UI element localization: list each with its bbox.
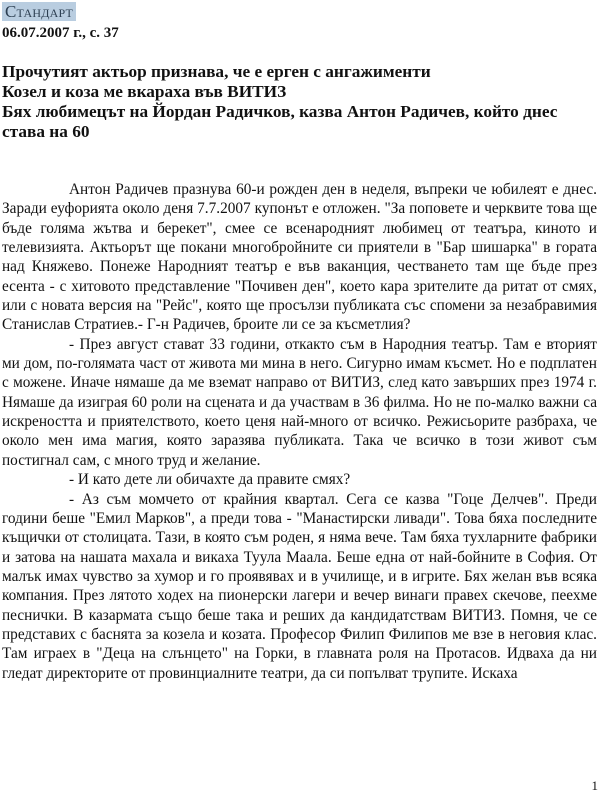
publication-date-page: 06.07.2007 г., с. 37	[2, 25, 119, 41]
page-number: 1	[591, 778, 598, 793]
article-paragraph-intro: Антон Радичев празнува 60-и рожден ден в неделя, въпреки че юбилеят е днес. Заради еуфорията около деня 7.7.2007 купонът е отложен. "За поповете и черквите това ще бъде голяма жътва и берекет", смее се всенародният любимец от театъра, киното и телевизията. Актьорът ще покани многобройните си приятели в "Бар шишарка" в гората над Княжево. Понеже Народният театър е във ваканция, честването там ще бъде през есента - с хитовото представление "Почивен ден", което кара зрителите да ритат от смях, или с новата версия на "Рейс", която ще просълзи публиката със спомени за незабравимия Станислав Стратиев.- Г-н Радичев, броите ли се за късметлия?	[2, 181, 597, 334]
publication-name: Стандарт	[2, 2, 76, 21]
article-body	[2, 180, 597, 683]
headline-subtitle: Бях любимецът на Йордан Радичков, казва Антон Радичев, който днес става на 60	[2, 102, 558, 141]
headline-kicker: Прочутият актьор признава, че е ерген с ангажименти	[2, 62, 431, 81]
article-paragraph-answer-1: - През август стават 33 години, откакто съм в Народния театър. Там е вторият ми дом, по-голямата част от живота ми мина в него. Сигурно имам късмет. Но е подплатен с можене. Иначе нямаше да ме вземат направо от ВИТИЗ, след като завърших през 1974 г. Нямаше да изиграя 60 роли на сцената и да участвам в 36 филма. Но не по-малко важни са искреността и приятелството, което ценя най-много от всичко. Режисьорите разбраха, че около мен има магия, която заразява публиката. Така че всичко в този живот съм постигнал сам, с много труд и желание.	[2, 335, 597, 469]
article-paragraph-question-2: - И като дете ли обичахте да правите смях?	[69, 471, 351, 489]
article-paragraph-answer-2: - Аз съм момчето от крайния квартал. Сега се казва "Гоце Делчев". Преди години беше "Емил Марков", а преди това - "Манастирски ливади". Това бяха последните къщички от столицата. Тази, в която съм роден, я няма вече. Там бяха тухларните фабрики и затова на нашата махала и викаха Туула Маала. Беше една от най-бойните в София. От малък имах чувство за хумор и го проявявах и в училище, и в игрите. Бях желан във всяка компания. През лятото ходех на пионерски лагери и вечер винаги правех скечове, пеехме песнички. В казармата също беше така и реших да кандидатствам ВИТИЗ. Помня, че се представих с баснята за козела и козата. Професор Филип Филипов ме взе в неговия клас. Там играех в "Деца на слънцето" на Горки, в главната роля на Протасов. Идваха да ни гледат директорите от провинциалните театри, да си попълват трупите. Искаха	[2, 490, 597, 682]
headline-block	[2, 62, 598, 142]
headline-main: Козел и коза ме вкараха във ВИТИЗ	[2, 82, 287, 101]
